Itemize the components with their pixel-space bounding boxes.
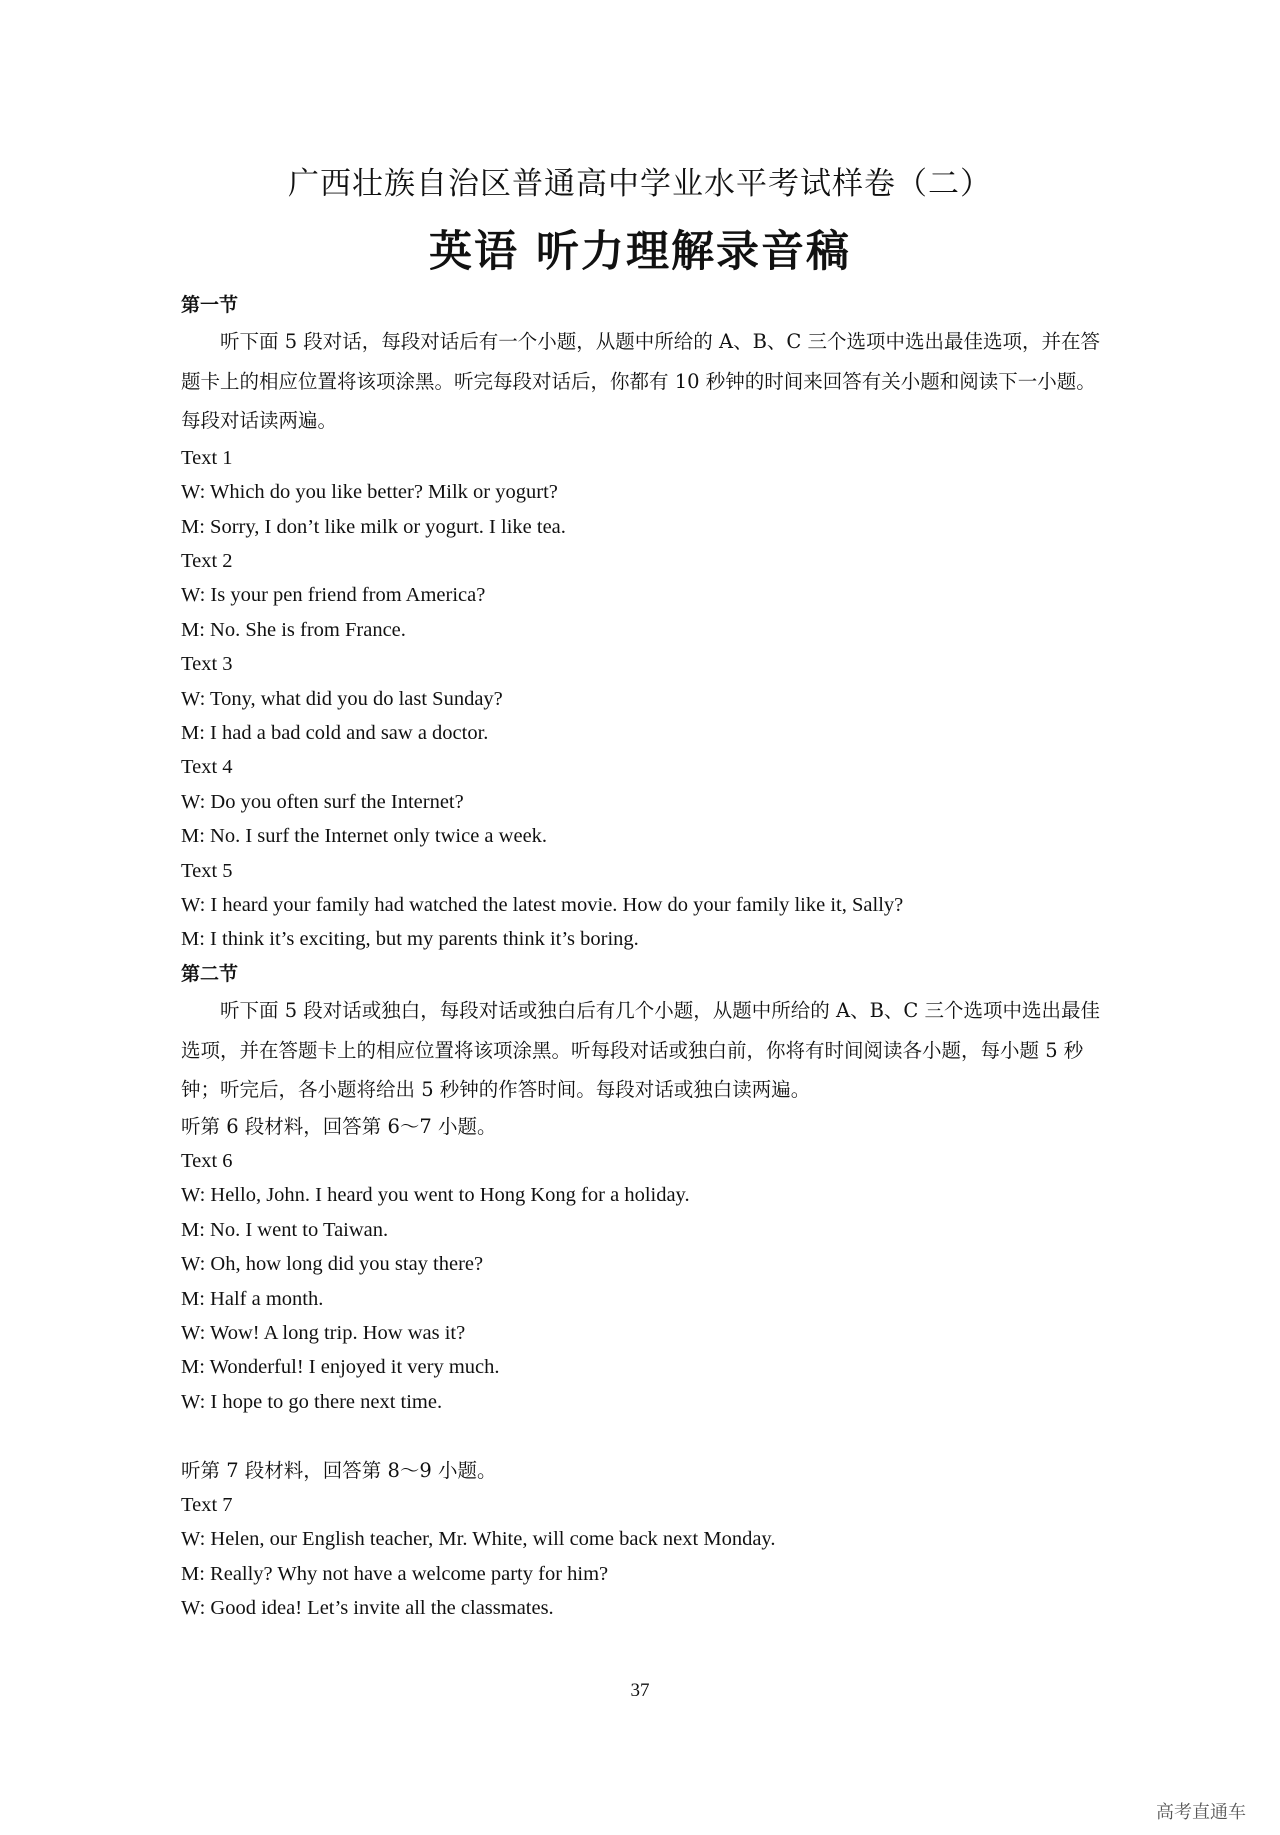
watermark-text: 高考直通车: [1156, 1802, 1246, 1823]
page-number: 37: [630, 1680, 650, 1701]
dialogue-line: M: No. I went to Taiwan.: [181, 1218, 389, 1241]
page-subtitle: 英语 听力理解录音稿: [429, 227, 851, 277]
dialogue-line: W: Is your pen friend from America?: [181, 584, 486, 607]
dialogue-line: W: Good idea! Let’s invite all the classmates.: [181, 1597, 554, 1620]
dialogue-line: M: I think it’s exciting, but my parents think it’s boring.: [181, 928, 639, 951]
text-label: Text 6: [181, 1150, 233, 1173]
section-heading-1: 第一节: [181, 294, 239, 316]
text-label: Text 1: [181, 446, 233, 469]
dialogue-line: M: Sorry, I don’t like milk or yogurt. I like tea.: [181, 515, 566, 538]
section-instructions-1: 听下面 5 段对话，每段对话后有一个小题，从题中所给的 A、B、C 三个选项中选出最佳选项，并在答题卡上的相应位置将该项涂黑。听完每段对话后，你都有 10 秒钟的时间来回答有关小题和阅读下一小题。每段对话读两遍。: [181, 330, 1101, 433]
dialogue-line: W: Do you often surf the Internet?: [181, 790, 464, 813]
text-label: Text 7: [181, 1493, 233, 1516]
text-label: Text 3: [181, 653, 233, 676]
text-label: Text 2: [181, 550, 233, 573]
dialogue-line: W: Tony, what did you do last Sunday?: [181, 687, 503, 710]
dialogue-line: M: Really? Why not have a welcome party for him?: [181, 1562, 609, 1585]
text-label: Text 4: [181, 756, 233, 779]
dialogue-line: W: Hello, John. I heard you went to Hong Kong for a holiday.: [181, 1184, 690, 1207]
section-heading-2: 第二节: [181, 962, 239, 985]
dialogue-line: W: I heard your family had watched the latest movie. How do your family like it, Sally?: [181, 893, 904, 916]
page-title: 广西壮族自治区普通高中学业水平考试样卷（二）: [288, 166, 992, 202]
section-instructions-2: 听下面 5 段对话或独白，每段对话或独白后有几个小题，从题中所给的 A、B、C 三个选项中选出最佳选项，并在答题卡上的相应位置将该项涂黑。听每段对话或独白前，你将有时间阅读各小题，每小题 5 秒钟；听完后，各小题将给出 5 秒钟的作答时间。每段对话或独白读两遍。: [181, 999, 1101, 1102]
dialogue-line: W: I hope to go there next time.: [181, 1390, 443, 1413]
dialogue-line: W: Wow! A long trip. How was it?: [181, 1321, 466, 1344]
text-label: Text 5: [181, 859, 233, 882]
dialogue-line: W: Which do you like better? Milk or yogurt?: [181, 481, 558, 504]
dialogue-line: W: Helen, our English teacher, Mr. White, will come back next Monday.: [181, 1528, 776, 1551]
dialogue-line: M: I had a bad cold and saw a doctor.: [181, 722, 489, 745]
dialogue-line: M: No. She is from France.: [181, 618, 406, 641]
dialogue-line: M: No. I surf the Internet only twice a week.: [181, 825, 548, 848]
dialogue-line: M: Half a month.: [181, 1287, 324, 1310]
material-prompt: 听第 7 段材料，回答第 8～9 小题。: [181, 1458, 497, 1482]
material-prompt: 听第 6 段材料，回答第 6～7 小题。: [181, 1114, 497, 1138]
spacer: [181, 1419, 1101, 1453]
dialogue-line: M: Wonderful! I enjoyed it very much.: [181, 1356, 500, 1379]
dialogue-line: W: Oh, how long did you stay there?: [181, 1253, 484, 1276]
document-body: [181, 288, 1101, 1626]
